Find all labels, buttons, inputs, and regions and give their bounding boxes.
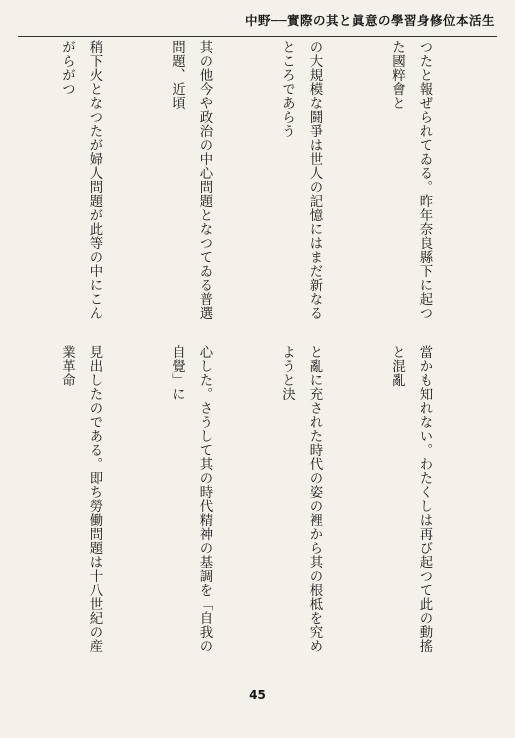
text-column: 心した。さうして其の時代精神の基調を「自我の自覺」に (169, 345, 212, 653)
header-divider (18, 36, 497, 37)
text-column: と亂に充された時代の姿の裡から其の根柢を究めようと決 (279, 345, 322, 653)
text-column: の大規模な鬪爭は世人の記憶にはまだ新なるところであらう (279, 40, 322, 320)
text-block-lower (20, 345, 493, 665)
page-number: 45 (249, 688, 266, 702)
running-title: 中野──實際の其と眞意の學習身修位本活生 (244, 13, 495, 28)
text-column: つたと報ぜられてゐる。昨年奈良縣下に起つた國粹會と (389, 40, 432, 320)
text-column: 當かも知れない。わたくしは再び起つて此の動搖と混亂 (389, 345, 432, 653)
text-column: 見出したのである。即ち勞働問題は十八世紀の産業革命 (59, 345, 102, 653)
text-column: 其の他今や政治の中心問題となつてゐる普選問題、近頃 (169, 40, 212, 320)
text-block-upper (20, 40, 493, 330)
text-column: 稍下火となつたが婦人問題が此等の中にこんがらがつ (59, 40, 102, 320)
running-header (20, 8, 495, 32)
